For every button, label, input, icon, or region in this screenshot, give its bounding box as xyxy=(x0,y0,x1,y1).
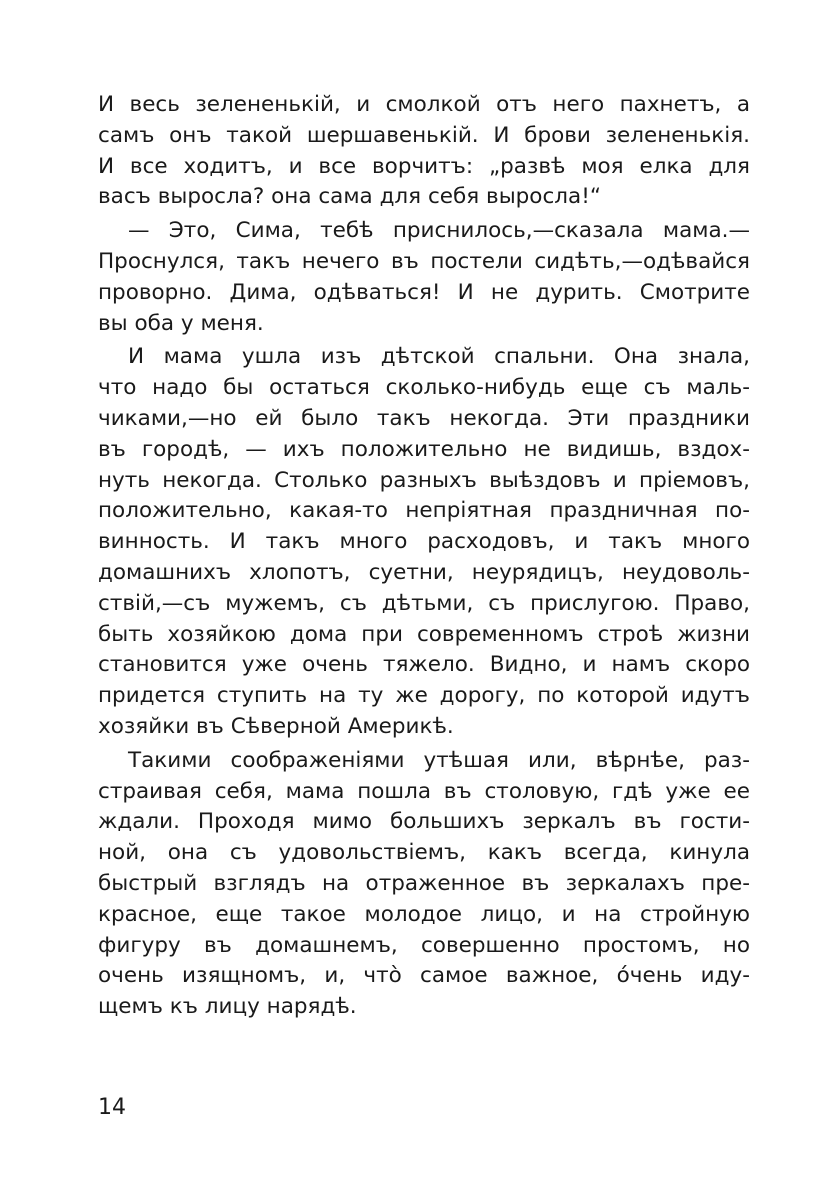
text-line: очень изящномъ, и, что̀ самое важное, о́чень иду- xyxy=(98,963,750,989)
text-line: быстрый взглядъ на отраженное въ зеркалахъ пре- xyxy=(98,870,750,896)
text-line: фигуру въ домашнемъ, совершенно простомъ, но xyxy=(98,932,750,958)
text-line: проворно. Дима, одѣваться! И не дурить. Смотрите xyxy=(98,279,750,305)
text-line: чиками,—но ей было такъ некогда. Эти праздники xyxy=(98,405,750,431)
text-line: Проснулся, такъ нечего въ постели сидѣть,—одѣвайся xyxy=(98,248,750,274)
text-line: въ городѣ, — ихъ положительно не видишь, вздох- xyxy=(98,436,750,462)
text-line: ствій,—съ мужемъ, съ дѣтьми, съ прислугою. Право, xyxy=(98,590,750,616)
paragraph xyxy=(98,90,750,213)
paragraph xyxy=(98,216,750,339)
text-line: щемъ къ лицу нарядѣ. xyxy=(98,994,357,1020)
paragraph xyxy=(98,746,750,1023)
text-line: домашнихъ хлопотъ, суетни, неурядицъ, неудоволь- xyxy=(98,559,750,585)
text-line: становится уже очень тяжело. Видно, и намъ скоро xyxy=(98,652,750,678)
page-number: 14 xyxy=(98,1095,126,1120)
paragraph xyxy=(98,342,750,742)
text-line: И мама ушла изъ дѣтской спальни. Она знала, xyxy=(128,344,750,370)
text-line: — Это, Сима, тебѣ приснилось,—сказала мама.— xyxy=(128,218,750,244)
text-line: страивая себя, мама пошла въ столовую, гдѣ уже ее xyxy=(98,778,750,804)
text-line: Такими соображеніями утѣшая или, вѣрнѣе, раз- xyxy=(128,747,750,773)
text-line: вы оба у меня. xyxy=(98,310,264,336)
text-line: И все ходитъ, и все ворчитъ: „развѣ моя елка для xyxy=(98,153,750,179)
text-line: самъ онъ такой шершавенькій. И брови зелененькія. xyxy=(98,122,750,148)
text-line: красное, еще такое молодое лицо, и на стройную xyxy=(98,901,750,927)
text-line: винность. И такъ много расходовъ, и такъ много xyxy=(98,529,750,555)
text-body xyxy=(98,90,750,1023)
text-line: быть хозяйкою дома при современномъ строѣ жизни xyxy=(98,621,750,647)
text-line: нуть некогда. Столько разныхъ выѣздовъ и пріемовъ, xyxy=(98,467,750,493)
text-line: ной, она съ удовольствіемъ, какъ всегда, кинула xyxy=(98,840,750,866)
text-line: хозяйки въ Сѣверной Америкѣ. xyxy=(98,713,454,739)
text-line: ждали. Проходя мимо большихъ зеркалъ въ гости- xyxy=(98,809,750,835)
text-line: И весь зелененькій, и смолкой отъ него пахнетъ, а xyxy=(98,92,750,117)
text-line: придется ступить на ту же дорогу, по которой идутъ xyxy=(98,683,750,709)
text-line: васъ выросла? она сама для себя выросла!“ xyxy=(98,184,601,210)
text-line: положительно, какая-то непріятная праздничная по- xyxy=(98,498,750,524)
text-line: что надо бы остаться сколько-нибудь еще съ маль- xyxy=(98,375,750,401)
